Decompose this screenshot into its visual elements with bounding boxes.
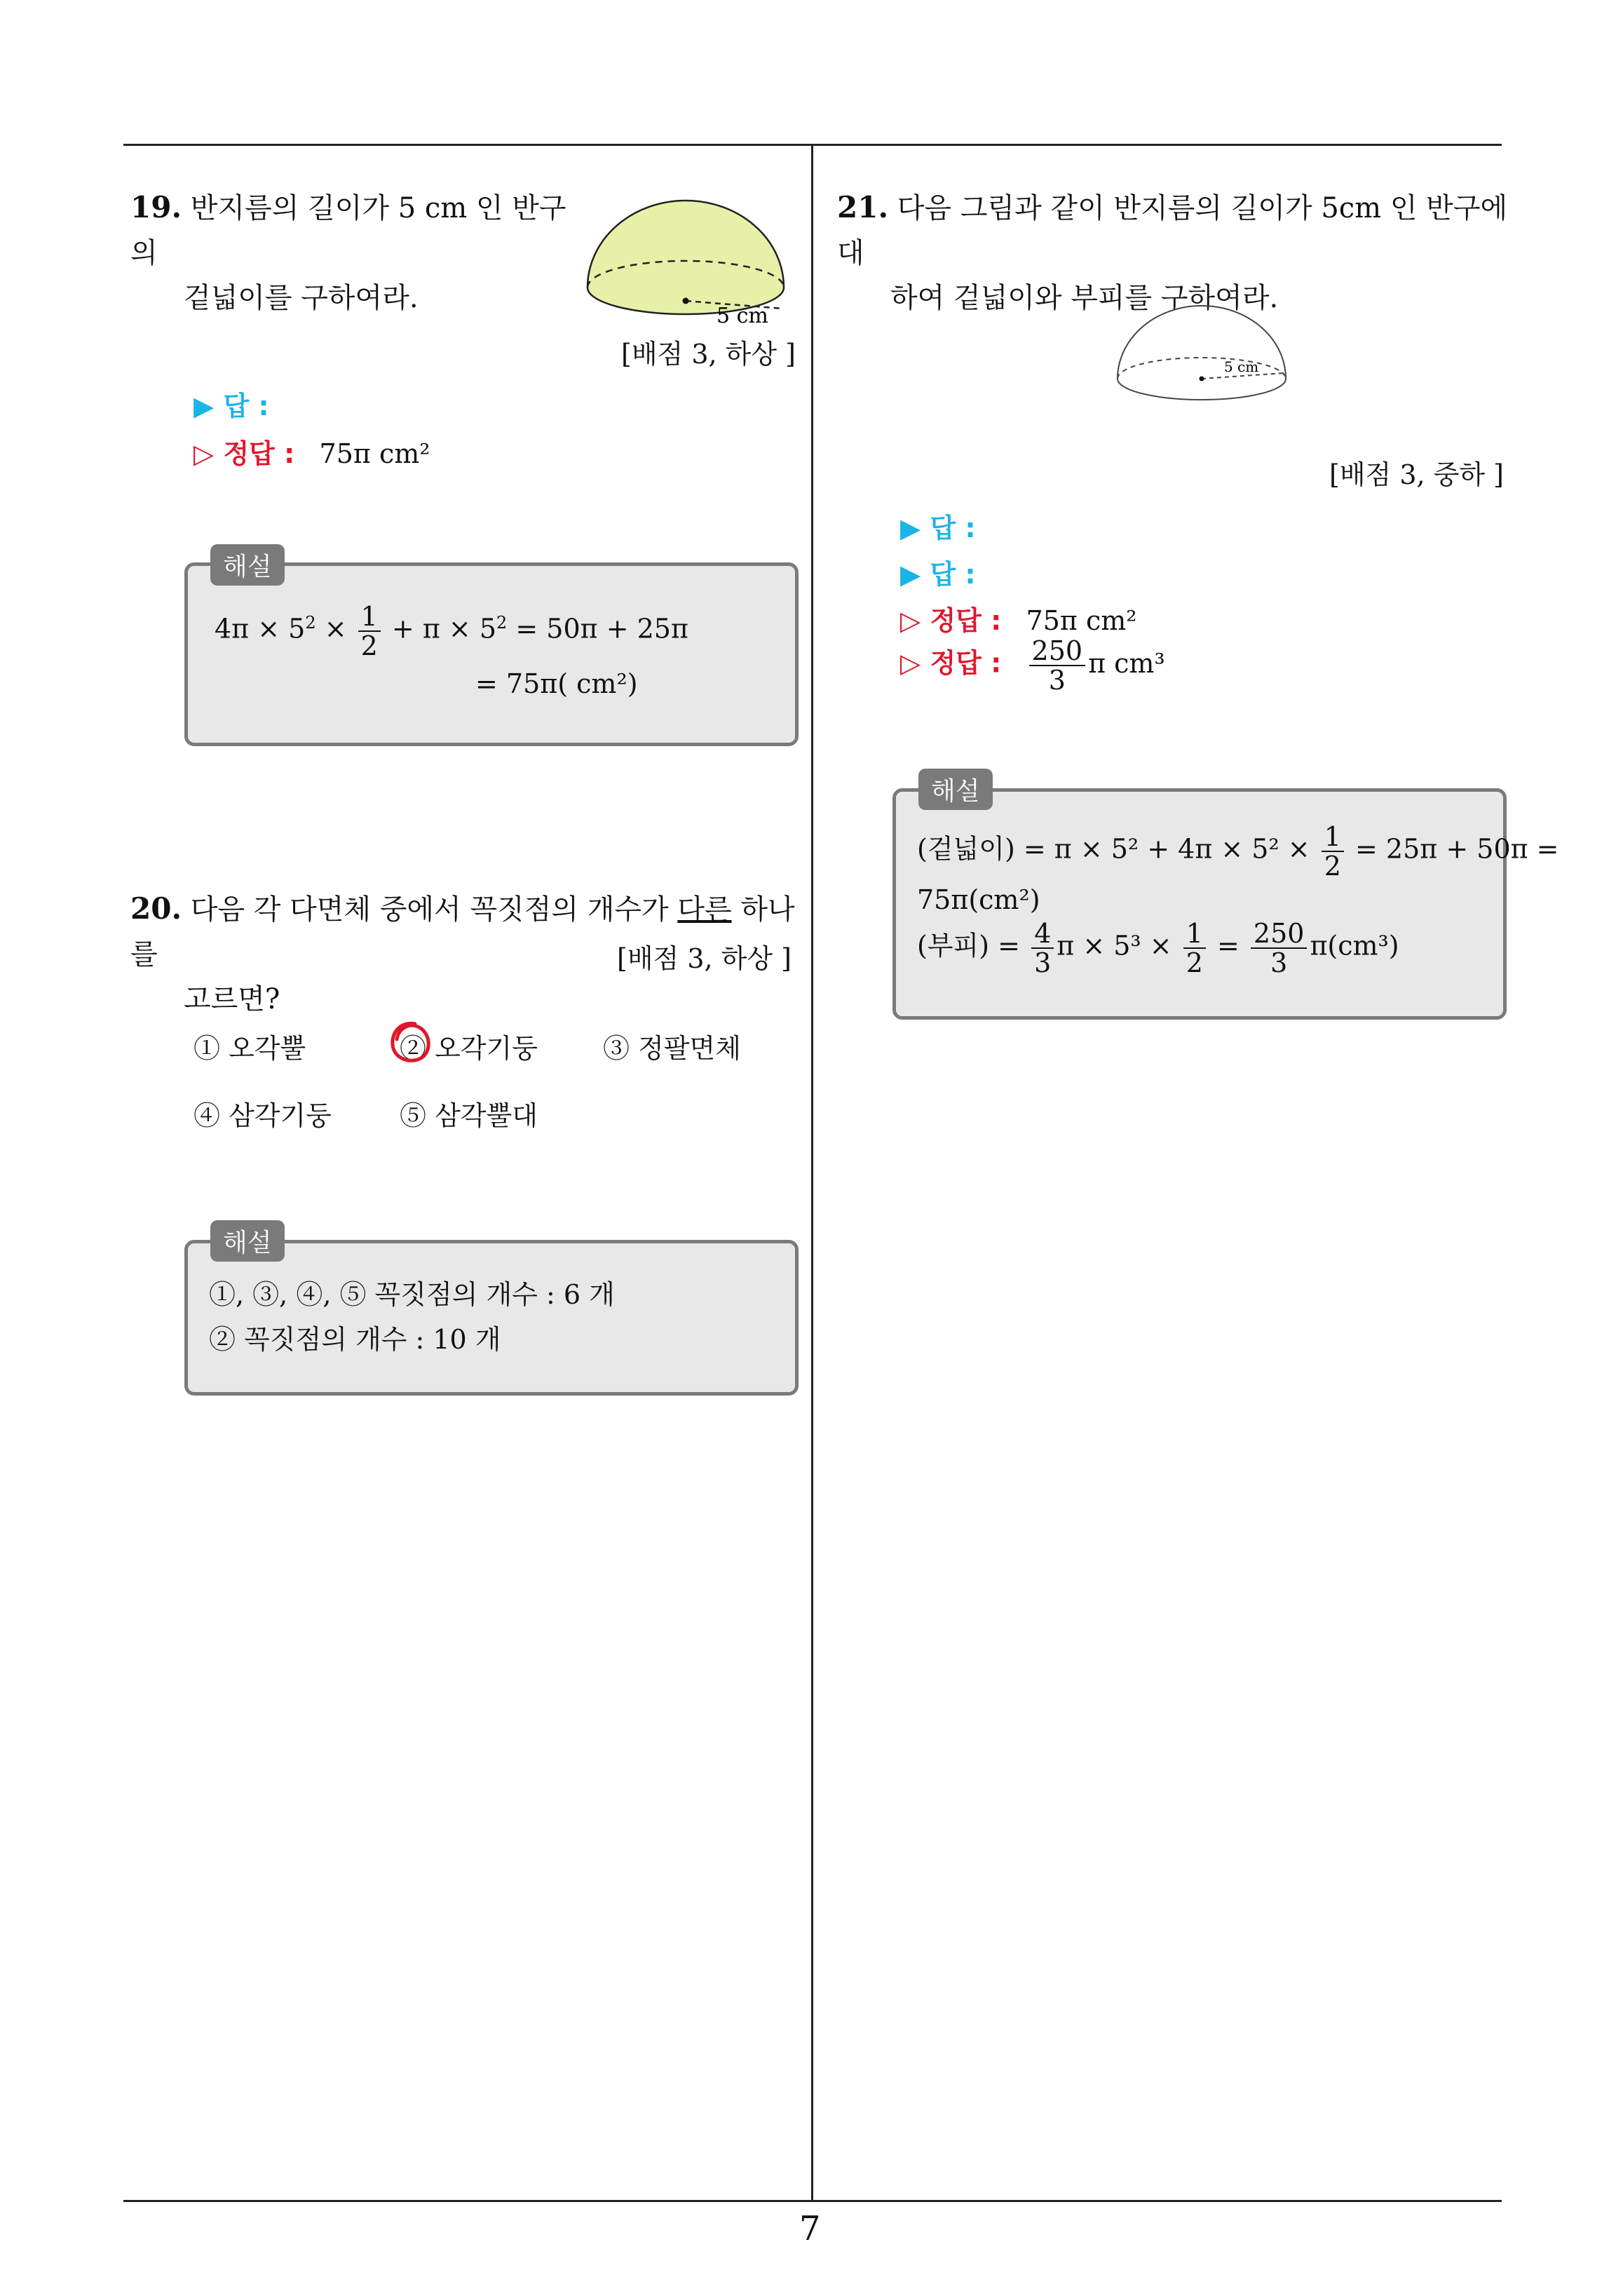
q21-figure-label: 5 cm <box>1224 358 1259 375</box>
q19-figure-label: 5 cm <box>717 304 768 328</box>
q21-explanation-box <box>892 788 1559 1020</box>
q19-exp-term2: + π × 5 <box>391 613 496 644</box>
q20-option-2[interactable]: ② 오각기둥 <box>400 1033 538 1064</box>
q21-exp-line1 <box>917 823 1559 880</box>
q19-question <box>130 185 579 320</box>
q21-answer-label-1: ▶ 답 : <box>900 513 976 543</box>
q21-explanation-tag: 해설 <box>918 769 993 810</box>
q20-meta: [배점 3, 하상 ] <box>617 943 792 974</box>
q20-selected-mark-icon <box>387 1018 436 1067</box>
q19-exp-line2: = 75π( cm²) <box>475 668 638 699</box>
q20-explanation-box <box>184 1240 799 1396</box>
q19-explanation-tag: 해설 <box>210 544 285 586</box>
q21-line1: 다음 그림과 같이 반지름의 길이가 5cm 인 반구에 대 <box>837 192 1508 269</box>
q21-correct-value-1: 75π cm² <box>1026 605 1137 636</box>
q19-line1: 반지름의 길이가 5 cm 인 반구의 <box>130 192 566 269</box>
q20-explanation-tag: 해설 <box>210 1220 285 1262</box>
column-divider <box>811 144 813 2201</box>
q20-line2: 고르면? <box>184 983 280 1015</box>
q21-correct-label-1: ▷ 정답 : <box>900 605 1002 636</box>
q20-line1-b: 하나를 <box>130 893 795 971</box>
q21-exp-line3 <box>917 919 1399 977</box>
q21-exp-volume: (부피) = <box>917 930 1020 961</box>
q21-exp-equals: = <box>1216 930 1240 961</box>
q21-exp-250-thirds: $\frac{250}{3}$ <box>1251 919 1308 977</box>
q21-exp-surface-result: = 25π + 50π = <box>1355 833 1559 865</box>
q21-exp-line2: 75π(cm²) <box>917 884 1040 915</box>
q21-number: 21. <box>837 190 889 224</box>
q19-number: 19. <box>130 190 182 224</box>
q19-answer-label: ▶ 답 : <box>193 391 269 421</box>
q21-exp-half-1: $\frac{1}{2}$ <box>1322 823 1344 880</box>
q19-exp-result1: = 50π + 25π <box>515 613 688 644</box>
q21-correct-1 <box>900 599 1137 637</box>
q21-correct-2 <box>900 637 1165 694</box>
q21-exp-volume-unit: π(cm³) <box>1310 930 1399 961</box>
q19-correct-label <box>193 432 430 471</box>
q19-correct-label-text: ▷ 정답 : <box>193 438 295 469</box>
q20-line1-a: 다음 각 다면체 중에서 꼭짓점의 개수가 <box>190 893 678 926</box>
page-number: 7 <box>799 2209 821 2248</box>
q21-correct-label-2: ▷ 정답 : <box>900 647 1002 679</box>
q21-answer-label-2: ▶ 답 : <box>900 559 976 590</box>
q20-number: 20. <box>130 891 182 926</box>
q20-line1-underlined: 다른 <box>677 893 732 926</box>
q21-exp-four-thirds: $\frac{4}{3}$ <box>1031 919 1054 977</box>
q21-meta: [배점 3, 중하 ] <box>1329 459 1504 490</box>
q20-exp-line2: ② 꼭짓점의 개수 : 10 개 <box>209 1324 501 1355</box>
q19-exp-fraction: $\frac{1}{2}$ <box>358 602 381 660</box>
q19-exp-term1: 4π × 5 <box>215 613 306 644</box>
q20-option-3[interactable]: ③ 정팔면체 <box>603 1033 741 1064</box>
q19-explanation-box <box>184 562 799 746</box>
q21-exp-surface: (겉넓이) = π × 5² + 4π × 5² × <box>917 833 1310 865</box>
q19-correct-value: 75π cm² <box>319 438 430 469</box>
q20-option-1[interactable]: ① 오각뿔 <box>193 1033 306 1064</box>
q21-exp-half-2: $\frac{1}{2}$ <box>1183 919 1206 977</box>
q19-meta: [배점 3, 하상 ] <box>621 339 796 370</box>
q20-option-4[interactable]: ④ 삼각기둥 <box>193 1100 332 1131</box>
q21-hemisphere-figure <box>1113 295 1289 407</box>
q21-exp-volume-term: π × 5³ × <box>1057 930 1172 961</box>
q21-line2: 하여 겉넓이와 부피를 구하여라. <box>890 282 1279 314</box>
q20-option-5[interactable]: ⑤ 삼각뿔대 <box>400 1100 538 1131</box>
q19-line2: 겉넓이를 구하여라. <box>184 282 419 314</box>
q20-exp-line1: ①, ③, ④, ⑤ 꼭짓점의 개수 : 6 개 <box>209 1279 615 1310</box>
q19-exp-line1: $4\pi \times 5^2$ × $\frac{1}{2}$ + $\pi \times 5^2 = 50\pi + 25\pi$ <box>215 601 688 661</box>
q21-correct-value-2: $\frac{250}{3}$ π cm³ <box>1026 648 1165 679</box>
q19-exp-times: × <box>324 613 347 644</box>
q19-hemisphere-figure <box>582 198 792 331</box>
